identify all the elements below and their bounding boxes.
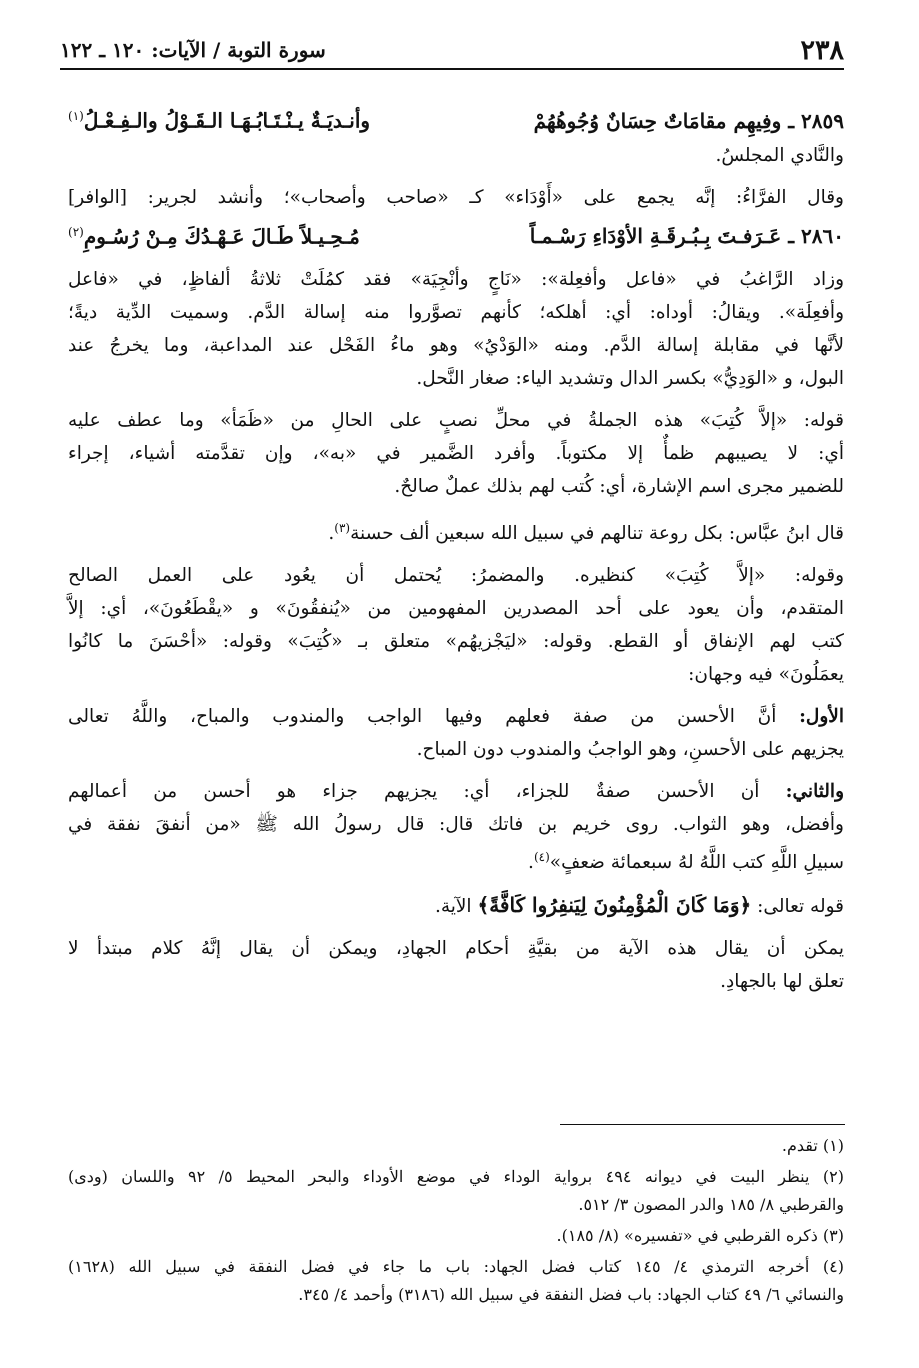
header-rule [60, 68, 844, 70]
quran-quote: ﴿وَمَا كَانَ الْمُؤْمِنُونَ لِيَنفِرُوا كَافَّةً﴾ [477, 892, 752, 917]
text-line: يمكن أن يقال هذه الآية من بقيَّةِ أحكام الجهادِ، ويمكن أن يقال إنَّهُ كلام مبتدأ لا [68, 937, 844, 959]
verse-2860 [68, 214, 844, 255]
text-line: وأفعِلَة». ويقالُ: أوداه: أي: أهلكه؛ كأنهم تصوَّروا منه إسالة الدَّم. وسميت الدِّية ديةً؛ [68, 302, 844, 324]
verse-2859 [68, 98, 844, 139]
text-line: والثاني: أن الأحسن صفةٌ للجزاء، أي: يجزيهم جزاء هو أحسن من أعمالهم [68, 781, 844, 803]
text-line: المتقدم، وأن يعود على أحد المصدرين المفهومين من «يُنفقُونَ» و «يقْطَعُونَ»، أي: إلاَّ [68, 598, 844, 620]
text-line: قال ابنُ عبَّاس: بكل روعة تنالهم في سبيل الله سبعين ألف حسنة$^{(٣)}$. [328, 521, 844, 545]
text-line: وأفضل، وهو الثواب. روى خريم بن فاتك قال: قال رسولُ الله ﷺ «من أنفقَ نفقة في [68, 814, 844, 836]
text-line: يجزيهم على الأحسنِ، وهو الواجبُ والمندوب دون المباح. [416, 739, 844, 761]
main-text [68, 98, 844, 998]
paragraph-conclusion [68, 932, 844, 998]
verse-2859-first-hemistich: ٢٨٥٩ ـ وفِيهِم مقامَاتٌ حِسَانٌ وُجُوهُهُمْ [533, 108, 844, 133]
verse-2860-second-hemistich: مُـحِـيـلاً طَـالَ عَـهْـدُكَ مِـنْ رُسُـومِ [83, 224, 360, 249]
second-view-label: والثاني: [785, 781, 844, 803]
running-title: سورة التوبة / الآيات: ١٢٠ ـ ١٢٢ [60, 38, 326, 62]
text-line: تعلق لها بالجهادِ. [720, 970, 844, 992]
footnote-3: (٣) ذكره القرطبي في «تفسيره» (٨/ ١٨٥). [556, 1226, 844, 1245]
text-line: سبيلِ اللَّهِ كتب اللَّهُ لهُ سبعمائة ضعفٍ»$^{(٤)}$. [528, 850, 844, 874]
ibn-abbas-text: قال ابنُ عبَّاس: بكل روعة تنالهم في سبيل الله سبعين ألف حسنة [350, 523, 844, 545]
text-line: كتب لهم الإنفاق أو القطع. وقوله: «ليَجْزيهُم» متعلق بـ «كُتِبَ» وقوله: «أحْسَنَ ما كانُوا [68, 631, 844, 653]
footnote-1: (١) تقدم. [781, 1136, 844, 1155]
text-line: وقوله: «إلاَّ كُتِبَ» كنظيره. والمضمرُ: يُحتمل أن يعُود على العمل الصالح [68, 565, 844, 587]
first-view-label: الأول: [799, 706, 844, 728]
footnotes [68, 1132, 844, 1309]
text-line: قوله تعالى: ﴿وَمَا كَانَ الْمُؤْمِنُونَ لِيَنفِرُوا كَافَّةً﴾ الآية. [434, 892, 844, 917]
text-line: أي: لا يصيبهم ظمأٌ إلا مكتوباً. وأفرد الضَّمير في «به»، وإن تقدَّمته أشياء، إجراء [68, 443, 844, 465]
paragraph-nazirih [68, 559, 844, 691]
verse-2859-second-hemistich: وأنـديَـةٌ يـنْـتَـابُـهَـا الـقَـوْلُ والـفِـعْـلُ [83, 108, 371, 133]
footnote-ref-3[interactable]: (٣) [334, 521, 351, 536]
page-number: ٢٣٨ [800, 34, 844, 66]
text-line: للضمير مجرى اسم الإشارة، أي: كُتب لهم بذلك عملٌ صالحٌ. [394, 476, 844, 498]
footnote-2: (٢) ينظر البيت في ديوانه ٤٩٤ برواية الوداء في موضع الأوداء والبحر المحيط ٥/ ٩٢ واللسان (ودى) والقرطبي ٨/ ١٨٥ والدر المصون ٣/ ٥١٢. [68, 1167, 844, 1214]
text-line: يعمَلُونَ» فيه وجهان: [688, 664, 844, 686]
paragraph-raghib [68, 263, 844, 395]
footnote-ref-1[interactable]: (١) [68, 109, 84, 123]
paragraph-first-view [68, 700, 844, 766]
text-line: وزاد الرَّاغبُ في «فاعل وأفعِلة»: «نَاجٍ وأنْجِيَة» فقد كمُلَتْ ثلاثةُ ألفاظٍ، في «فاعل [68, 269, 844, 291]
verse-2860-first-hemistich: ٢٨٦٠ ـ عَـرَفـتَ بِـبُـرقَـةِ الأوْدَاءِ رَسْـمـاً [529, 224, 844, 249]
page-header [60, 30, 844, 70]
text-line: قوله: «إلاَّ كُتِبَ» هذه الجملةُ في محلِّ نصبٍ على الحالِ من «ظَمَأ» وما عطف عليه [68, 410, 844, 432]
text-line: الأول: أنَّ الأحسن من صفة فعلهم وفيها الواجب والمندوب والمباح، واللَّهُ تعالى [68, 706, 844, 728]
paragraph-illa-kutiba [68, 404, 844, 503]
text-line: لأنَّها في مقابلة إسالة الدَّم. ومنه «الوَدْيُ» وهو ماءُ الفَحْل عند المداعبة، وما يخرجُ عند [68, 335, 844, 357]
text-line: البول، و «الوَدِيُّ» بكسر الدال وتشديد الياء: صغار النَّحل. [416, 368, 844, 390]
paragraph-second-view [68, 775, 844, 879]
footnote-4: (٤) أخرجه الترمذي ٤/ ١٤٥ كتاب فضل الجهاد: باب ما جاء في فضل النفقة في سبيل الله (١٦٢٨) والنسائي ٦/ ٤٩ كتاب الجهاد: باب فضل النفقة في سبيل الله (٣١٨٦) وأحمد ٤/ ٣٤٥. [68, 1257, 844, 1304]
text-line: وقال الفرَّاءُ: إنَّه يجمع على «أَوْدَاء» كـ «صاحب وأصحاب»؛ وأنشد لجرير: [الوافر] [68, 186, 844, 208]
footnote-ref-4[interactable]: (٤) [533, 850, 550, 865]
text-line: والنَّادي المجلسُ. [715, 144, 844, 166]
footnote-ref-2[interactable]: (٢) [68, 224, 84, 239]
footnote-rule [560, 1124, 845, 1125]
